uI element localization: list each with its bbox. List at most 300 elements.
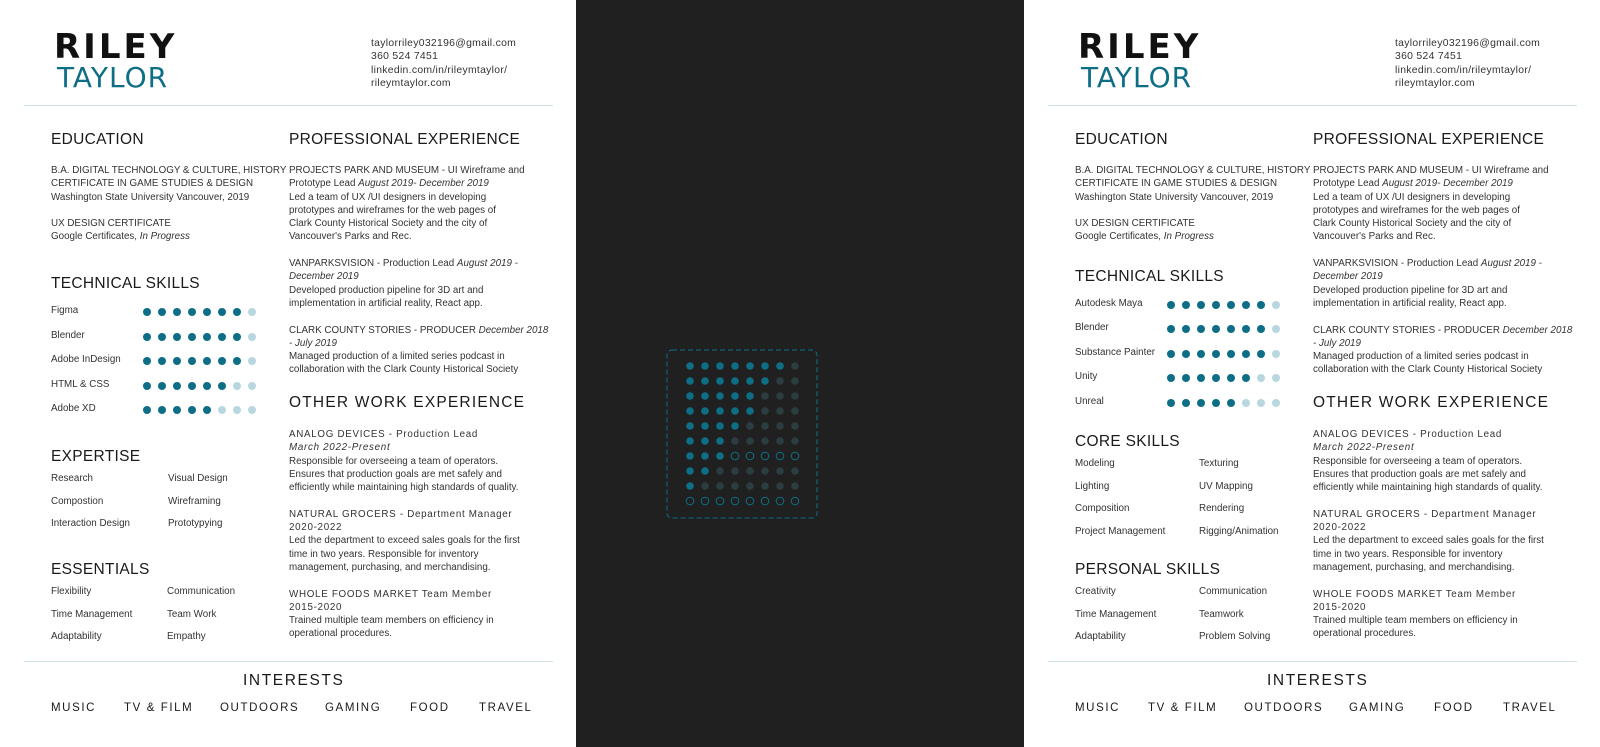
logo-dot: [761, 407, 769, 415]
interest-item: FOOD: [410, 702, 450, 714]
job-desc: collaboration with the Clark County Historical Society: [289, 364, 519, 376]
rating-dot-filled: [1227, 374, 1235, 382]
logo-dot: [761, 497, 769, 505]
other-experience-list: [289, 428, 520, 641]
logo-dot: [791, 452, 799, 460]
rating-dot-empty: [1272, 399, 1280, 407]
essentials-item: Adaptability: [51, 631, 102, 642]
job-title: CLARK COUNTY STORIES - PRODUCER: [1313, 324, 1503, 336]
rating-dot-empty: [1272, 374, 1280, 382]
rating-dot-empty: [1272, 301, 1280, 309]
rating-dot-empty: [233, 382, 241, 390]
logo-dot: [701, 437, 709, 445]
skill-row: [51, 354, 261, 368]
rating-dot-filled: [1242, 350, 1250, 358]
other-experience-heading: OTHER WORK EXPERIENCE: [289, 394, 526, 411]
rating-dot-empty: [1242, 399, 1250, 407]
interests-divider: [24, 661, 553, 662]
rating-dot-filled: [233, 357, 241, 365]
other-experience-heading: OTHER WORK EXPERIENCE: [1313, 394, 1550, 411]
rating-dot-filled: [1227, 350, 1235, 358]
logo-dot: [731, 482, 739, 490]
job-date: August 2019 -: [456, 258, 518, 270]
interests-heading: INTERESTS: [1267, 672, 1369, 689]
job-title: WHOLE FOODS MARKET Team Member: [1313, 588, 1517, 600]
logo-dot: [701, 482, 709, 490]
rating-dot-empty: [1272, 350, 1280, 358]
personal-skill-item: Problem Solving: [1199, 631, 1271, 642]
job-desc: Led the department to exceed sales goals for the first: [289, 535, 520, 547]
rating-dot-empty: [233, 406, 241, 414]
logo-dot: [686, 422, 694, 430]
essentials-item: Empathy: [167, 631, 206, 642]
rating-dot-filled: [1227, 325, 1235, 333]
rating-dot-empty: [1257, 399, 1265, 407]
logo-dot: [761, 437, 769, 445]
job-title-cont: Prototype Lead: [1313, 178, 1383, 190]
job-title: ANALOG DEVICES - Production Lead: [1313, 429, 1503, 440]
logo-dot: [701, 362, 709, 370]
job-desc: efficiently while maintaining high standards of quality.: [1313, 482, 1543, 494]
personal-skill-item: Adaptability: [1075, 631, 1126, 642]
job-title: ANALOG DEVICES - Production Lead: [289, 429, 479, 440]
logo-dot: [731, 392, 739, 400]
logo-dot: [776, 467, 784, 475]
professional-experience-heading: PROFESSIONAL EXPERIENCE: [1313, 131, 1545, 148]
logo-dot: [776, 452, 784, 460]
job-desc: Trained multiple team members on efficiency in: [289, 615, 494, 627]
logo-dot: [791, 497, 799, 505]
rating-dot-filled: [203, 382, 211, 390]
logo-dot: [701, 377, 709, 385]
logo-dot: [716, 497, 724, 505]
logo-dot: [731, 422, 739, 430]
skill-row: [51, 330, 261, 344]
logo-dot: [746, 422, 754, 430]
contact-email[interactable]: taylorriley032196@gmail.com: [1395, 38, 1541, 49]
personal-skills-heading: PERSONAL SKILLS: [1075, 561, 1221, 578]
interest-item: GAMING: [325, 702, 382, 714]
contact-phone: 360 524 7451: [371, 51, 439, 63]
interest-item: TV & FILM: [124, 702, 194, 714]
interest-item: FOOD: [1434, 702, 1474, 714]
interest-item: GAMING: [1349, 702, 1406, 714]
rating-dot-filled: [1212, 350, 1220, 358]
job-desc: operational procedures.: [1313, 628, 1416, 640]
logo-dot: [716, 377, 724, 385]
job-date: March 2022-Present: [1313, 442, 1415, 454]
job-title: PROJECTS PARK AND MUSEUM - UI Wireframe and: [289, 165, 525, 176]
rating-dot-filled: [1212, 374, 1220, 382]
job-title: WHOLE FOODS MARKET Team Member: [289, 588, 493, 600]
skill-row: [51, 403, 261, 417]
logo-dot: [731, 362, 739, 370]
job-date: 2020-2022: [289, 522, 343, 534]
technical-skills-heading: TECHNICAL SKILLS: [51, 275, 200, 292]
job-desc: Led a team of UX /UI designers in developing: [1313, 191, 1511, 203]
logo-dot: [791, 422, 799, 430]
interest-item: MUSIC: [51, 702, 97, 714]
expertise-item: Wireframing: [168, 496, 221, 507]
job-date: August 2019- December 2019: [1382, 178, 1513, 190]
logo-dot: [686, 452, 694, 460]
logo-dot: [686, 377, 694, 385]
job-date: 2020-2022: [1313, 522, 1367, 534]
skill-name: Autodesk Maya: [1075, 298, 1143, 309]
rating-dot-filled: [1197, 301, 1205, 309]
rating-dot-filled: [188, 333, 196, 341]
logo-dot: [776, 392, 784, 400]
rating-dot-filled: [1242, 301, 1250, 309]
interest-item: TV & FILM: [1148, 702, 1218, 714]
logo-dot: [716, 422, 724, 430]
skill-row: [1075, 396, 1285, 410]
essentials-item: Flexibility: [51, 586, 92, 597]
rating-dot-filled: [203, 333, 211, 341]
logo-dot: [776, 437, 784, 445]
logo-dot: [701, 467, 709, 475]
logo-dot: [731, 452, 739, 460]
logo-dot: [791, 467, 799, 475]
rating-dot-filled: [218, 308, 226, 316]
logo-dot: [716, 467, 724, 475]
logo-dot: [761, 392, 769, 400]
core-skill-item: Project Management: [1075, 526, 1166, 537]
skill-name: Unity: [1075, 371, 1098, 382]
rating-dot-filled: [1167, 374, 1175, 382]
rating-dot-empty: [248, 406, 256, 414]
contact-block: [371, 37, 516, 90]
skill-row: [51, 379, 261, 393]
logo-dot: [701, 422, 709, 430]
job-desc: Led the department to exceed sales goals for the first: [1313, 535, 1544, 547]
rating-dot-filled: [143, 308, 151, 316]
logo-dot: [776, 362, 784, 370]
rating-dot-empty: [248, 357, 256, 365]
logo-dashed-frame: [667, 350, 817, 518]
rating-dot-filled: [1182, 350, 1190, 358]
logo-dot: [791, 407, 799, 415]
job-desc: management, purchasing, and merchandising.: [289, 561, 491, 573]
rating-dot-filled: [173, 406, 181, 414]
rating-dot-filled: [1182, 301, 1190, 309]
rating-dot-filled: [1212, 325, 1220, 333]
contact-linkedin[interactable]: linkedin.com/in/rileymtaylor/: [371, 64, 508, 76]
contact-website[interactable]: rileymtaylor.com: [371, 77, 451, 89]
rating-dot-filled: [1227, 399, 1235, 407]
professional-experience-list: [289, 164, 548, 377]
logo-panel: [576, 0, 1024, 747]
rating-dot-filled: [158, 406, 166, 414]
job-desc: Trained multiple team members on efficiency in: [1313, 615, 1518, 627]
skill-row: [1075, 322, 1285, 336]
professional-experience-heading: PROFESSIONAL EXPERIENCE: [289, 131, 521, 148]
job-desc: Ensures that production goals are met safely and: [1313, 468, 1526, 480]
logo-dot: [776, 497, 784, 505]
rating-dot-filled: [143, 406, 151, 414]
interest-item: OUTDOORS: [220, 702, 300, 714]
job-desc: efficiently while maintaining high standards of quality.: [289, 482, 519, 494]
logo-dot: [761, 467, 769, 475]
job-desc: Managed production of a limited series podcast in: [289, 351, 505, 363]
expertise-item: Research: [51, 473, 93, 484]
rating-dot-filled: [218, 333, 226, 341]
rating-dot-filled: [158, 308, 166, 316]
logo-dot: [761, 452, 769, 460]
core-skill-item: Texturing: [1199, 458, 1239, 469]
rating-dot-filled: [1197, 374, 1205, 382]
logo-dot: [746, 392, 754, 400]
job-date: December 2018: [478, 324, 549, 336]
logo-dot: [731, 407, 739, 415]
rating-dot-filled: [188, 382, 196, 390]
skill-name: HTML & CSS: [51, 379, 110, 390]
rating-dot-filled: [233, 308, 241, 316]
job-desc: Ensures that production goals are met safely and: [289, 468, 502, 480]
logo-dot: [716, 482, 724, 490]
logo-dot: [701, 407, 709, 415]
logo-dot: [761, 482, 769, 490]
logo-dot: [731, 497, 739, 505]
logo-dot: [716, 362, 724, 370]
job-date: 2015-2020: [1313, 601, 1367, 613]
rating-dot-filled: [203, 357, 211, 365]
rating-dot-filled: [203, 308, 211, 316]
job-date: December 2018: [1502, 324, 1573, 336]
rating-dot-filled: [158, 382, 166, 390]
job-title: VANPARKSVISION - Production Lead: [289, 258, 457, 270]
personal-skill-item: Creativity: [1075, 586, 1116, 597]
contact-website[interactable]: rileymtaylor.com: [1395, 77, 1475, 89]
job-desc: operational procedures.: [289, 628, 392, 640]
rating-dot-filled: [173, 308, 181, 316]
logo-dot: [701, 497, 709, 505]
school-line: Washington State University Vancouver, 2019: [1075, 191, 1274, 203]
essentials-item: Time Management: [51, 609, 133, 620]
rating-dot-filled: [1197, 399, 1205, 407]
header-divider: [1048, 105, 1577, 106]
contact-phone: 360 524 7451: [1395, 51, 1463, 63]
job-title: PROJECTS PARK AND MUSEUM - UI Wireframe and: [1313, 165, 1549, 176]
skill-name: Figma: [51, 305, 79, 316]
header-divider: [24, 105, 553, 106]
rating-dot-empty: [248, 308, 256, 316]
education-heading: EDUCATION: [1075, 131, 1168, 148]
ux-cert-title: UX DESIGN CERTIFICATE: [51, 218, 171, 230]
logo-dot: [731, 437, 739, 445]
essentials-item: Communication: [167, 586, 236, 597]
rating-dot-filled: [1182, 399, 1190, 407]
professional-experience-list: [1313, 164, 1572, 377]
personal-skill-item: Time Management: [1075, 609, 1157, 620]
other-experience-list: [1313, 428, 1544, 641]
name-last: TAYLOR: [57, 61, 169, 94]
name-last: TAYLOR: [1081, 61, 1193, 94]
logo-dot: [791, 377, 799, 385]
job-desc: time in two years. Responsible for inventory: [289, 548, 479, 560]
expertise-item: Compostion: [51, 496, 104, 507]
job-desc: implementation in artificial reality, React app.: [289, 297, 483, 309]
expertise-item: Prototypying: [168, 518, 223, 529]
expertise-heading: EXPERTISE: [51, 448, 141, 465]
logo-dot: [776, 407, 784, 415]
essentials-item: Team Work: [167, 609, 217, 620]
personal-skill-item: Teamwork: [1199, 609, 1244, 620]
ux-cert-title: UX DESIGN CERTIFICATE: [1075, 218, 1195, 230]
skill-row: [1075, 298, 1285, 312]
logo-dot: [761, 422, 769, 430]
rating-dot-empty: [1257, 374, 1265, 382]
job-date: - July 2019: [1313, 337, 1361, 349]
job-date: 2015-2020: [289, 601, 343, 613]
job-desc: prototypes and wireframes for the web pages of: [1313, 204, 1520, 216]
logo-dot: [716, 437, 724, 445]
rating-dot-filled: [158, 357, 166, 365]
skill-row: [51, 305, 261, 319]
job-desc: prototypes and wireframes for the web pages of: [289, 204, 496, 216]
rating-dot-empty: [248, 333, 256, 341]
job-date: March 2022-Present: [289, 442, 391, 454]
expertise-item: Visual Design: [168, 473, 228, 484]
logo-dot: [791, 392, 799, 400]
logo-dot: [686, 482, 694, 490]
job-desc: management, purchasing, and merchandising.: [1313, 561, 1515, 573]
core-skills-heading: CORE SKILLS: [1075, 433, 1180, 450]
degree-line: B.A. DIGITAL TECHNOLOGY & CULTURE, HISTORY: [1075, 165, 1311, 176]
job-desc: Developed production pipeline for 3D art and: [289, 284, 484, 296]
rating-dot-filled: [1242, 325, 1250, 333]
rating-dot-filled: [188, 357, 196, 365]
logo-dot: [701, 392, 709, 400]
logo-dot: [731, 377, 739, 385]
core-skill-item: Modeling: [1075, 458, 1115, 469]
rating-dot-filled: [1197, 325, 1205, 333]
logo-dot: [686, 467, 694, 475]
ux-cert-source: Google Certificates, In Progress: [51, 231, 190, 243]
job-title: CLARK COUNTY STORIES - PRODUCER: [289, 324, 479, 336]
logo-dot: [716, 452, 724, 460]
logo-dot: [716, 392, 724, 400]
logo-dot: [776, 377, 784, 385]
rating-dot-filled: [233, 333, 241, 341]
rating-dot-empty: [218, 406, 226, 414]
interest-item: TRAVEL: [1503, 702, 1557, 714]
skill-row: [1075, 371, 1285, 385]
contact-email[interactable]: taylorriley032196@gmail.com: [371, 38, 517, 49]
rating-dot-filled: [173, 333, 181, 341]
rating-dot-filled: [173, 382, 181, 390]
rating-dot-filled: [1167, 325, 1175, 333]
rating-dot-filled: [1257, 350, 1265, 358]
rating-dot-filled: [1212, 399, 1220, 407]
job-desc: Developed production pipeline for 3D art and: [1313, 284, 1508, 296]
logo-dot: [716, 407, 724, 415]
rating-dot-filled: [1212, 301, 1220, 309]
logo-dot: [776, 482, 784, 490]
resume-3d-version: [1024, 0, 1600, 747]
degree-line: B.A. DIGITAL TECHNOLOGY & CULTURE, HISTORY: [51, 165, 287, 176]
logo-dot: [746, 467, 754, 475]
resume-figma-version: [0, 0, 576, 747]
rating-dot-filled: [143, 357, 151, 365]
expertise-item: Interaction Design: [51, 518, 130, 529]
logo-dot: [791, 482, 799, 490]
name-first: RILEY: [1078, 27, 1202, 67]
logo-dot: [746, 362, 754, 370]
rating-dot-filled: [1167, 301, 1175, 309]
school-line: Washington State University Vancouver, 2019: [51, 191, 250, 203]
job-desc: Vancouver's Parks and Rec.: [289, 231, 412, 243]
job-desc: Responsible for overseeing a team of operators.: [1313, 455, 1523, 467]
rating-dot-filled: [1227, 301, 1235, 309]
personal-skill-item: Communication: [1199, 586, 1268, 597]
skill-name: Adobe InDesign: [51, 354, 121, 365]
logo-dot: [761, 377, 769, 385]
logo-dot: [701, 452, 709, 460]
rating-dot-filled: [1257, 325, 1265, 333]
rating-dot-filled: [158, 333, 166, 341]
job-date: December 2019: [1313, 271, 1383, 283]
certificate-line: CERTIFICATE IN GAME STUDIES & DESIGN: [1075, 178, 1278, 190]
skill-name: Unreal: [1075, 396, 1104, 407]
logo-dot: [776, 422, 784, 430]
core-skill-item: Lighting: [1075, 481, 1110, 492]
rating-dot-filled: [143, 333, 151, 341]
rating-dot-filled: [1182, 325, 1190, 333]
job-title: VANPARKSVISION - Production Lead: [1313, 258, 1481, 270]
rating-dot-filled: [1242, 374, 1250, 382]
rating-dot-filled: [188, 308, 196, 316]
rating-dot-filled: [218, 357, 226, 365]
education-details: [51, 164, 286, 244]
rating-dot-filled: [218, 382, 226, 390]
core-skill-item: Rendering: [1199, 503, 1245, 514]
logo-dot: [791, 437, 799, 445]
name-first: RILEY: [54, 27, 178, 67]
job-desc: Responsible for overseeing a team of operators.: [289, 455, 499, 467]
contact-linkedin[interactable]: linkedin.com/in/rileymtaylor/: [1395, 64, 1532, 76]
logo-dot: [746, 407, 754, 415]
job-title-cont: Prototype Lead: [289, 178, 359, 190]
job-desc: time in two years. Responsible for inventory: [1313, 548, 1503, 560]
rating-dot-filled: [173, 357, 181, 365]
logo-dot: [761, 362, 769, 370]
core-skill-item: UV Mapping: [1199, 481, 1253, 492]
rating-dot-empty: [248, 382, 256, 390]
job-desc: Vancouver's Parks and Rec.: [1313, 231, 1436, 243]
rating-dot-filled: [1167, 350, 1175, 358]
contact-block: [1395, 37, 1540, 90]
dot-grid-logo: [576, 0, 1024, 747]
interest-item: OUTDOORS: [1244, 702, 1324, 714]
interests-divider: [1048, 661, 1577, 662]
rating-dot-filled: [1182, 374, 1190, 382]
job-date: December 2019: [289, 271, 359, 283]
rating-dot-filled: [1257, 301, 1265, 309]
job-desc: Managed production of a limited series podcast in: [1313, 351, 1529, 363]
skill-name: Blender: [51, 330, 85, 341]
logo-dot: [746, 452, 754, 460]
job-desc: collaboration with the Clark County Historical Society: [1313, 364, 1543, 376]
rating-dot-filled: [203, 406, 211, 414]
interest-item: MUSIC: [1075, 702, 1121, 714]
core-skill-item: Composition: [1075, 503, 1130, 514]
interests-heading: INTERESTS: [243, 672, 345, 689]
logo-dot: [731, 467, 739, 475]
logo-dot: [686, 407, 694, 415]
rating-dot-filled: [1197, 350, 1205, 358]
rating-dot-filled: [143, 382, 151, 390]
